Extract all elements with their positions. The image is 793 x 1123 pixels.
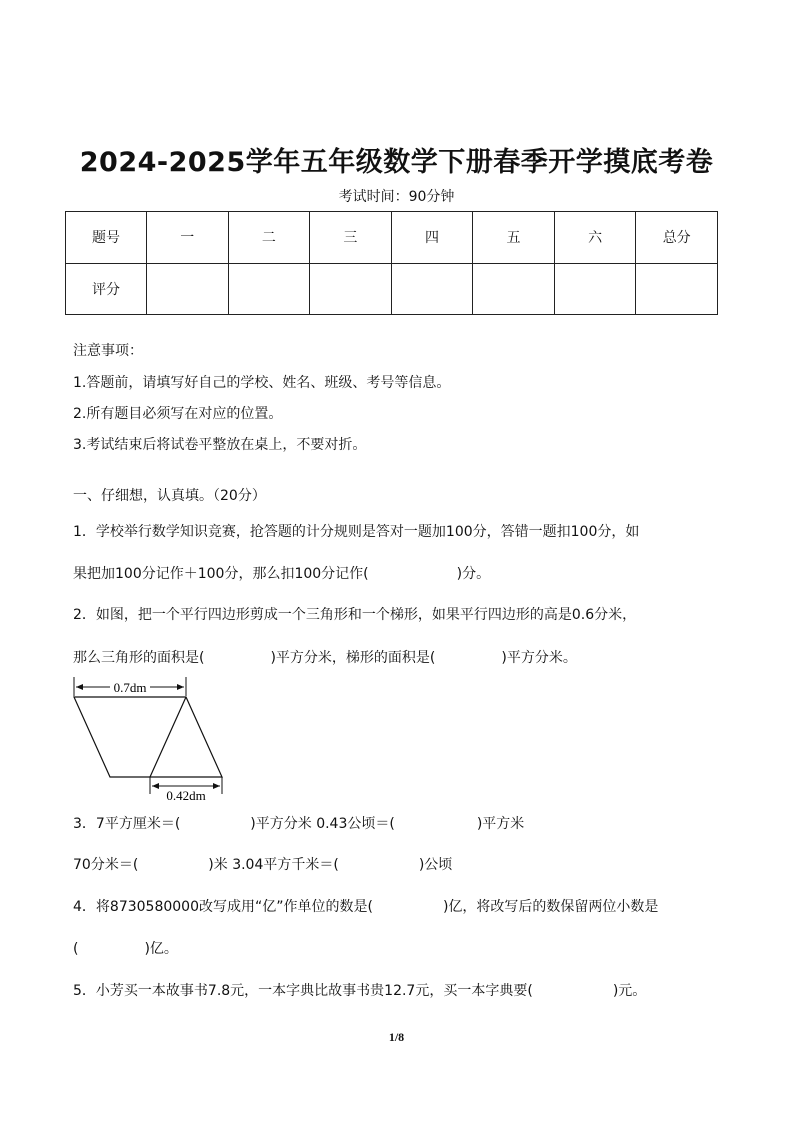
question-3-line-2 bbox=[73, 857, 452, 874]
question-4-line-1 bbox=[73, 899, 658, 916]
header-cell-label: 题号 bbox=[66, 212, 147, 264]
page-number: 1/8 bbox=[388, 1030, 405, 1044]
parallelogram-figure bbox=[70, 676, 230, 804]
question-2-text-b: )平方分米，梯形的面积是( bbox=[270, 650, 436, 666]
score-table-header-row bbox=[66, 212, 718, 264]
top-dimension-label: 0.7dm bbox=[113, 680, 147, 695]
score-table bbox=[65, 211, 718, 315]
question-4-text-b: )亿，将改写后的数保留两位小数是 bbox=[442, 899, 659, 915]
bottom-dimension-label: 0.42dm bbox=[166, 788, 206, 803]
header-cell-1: 一 bbox=[147, 212, 229, 264]
question-3-text-a: 3．7平方厘米＝( bbox=[73, 816, 181, 832]
question-4-text-d: )亿。 bbox=[144, 941, 178, 957]
score-cell-total[interactable] bbox=[636, 263, 718, 315]
exam-title: 2024-2025学年五年级数学下册春季开学摸底考卷 bbox=[79, 147, 714, 178]
score-cell-1[interactable] bbox=[147, 263, 229, 315]
header-cell-5: 五 bbox=[473, 212, 555, 264]
note-item-3: 3.考试结束后将试卷平整放在桌上，不要对折。 bbox=[73, 437, 367, 453]
header-cell-6: 六 bbox=[554, 212, 636, 264]
question-5-line-1 bbox=[73, 983, 646, 1000]
section-1-heading: 一、仔细想，认真填。（20分） bbox=[73, 488, 266, 504]
score-cell-5[interactable] bbox=[473, 263, 555, 315]
question-3-line-1 bbox=[73, 816, 524, 833]
question-4-line-2 bbox=[73, 941, 178, 958]
question-2-text-c: )平方分米。 bbox=[501, 650, 577, 666]
note-item-1: 1.答题前，请填写好自己的学校、姓名、班级、考号等信息。 bbox=[73, 375, 451, 391]
exam-time: 考试时间：90分钟 bbox=[338, 189, 455, 205]
question-2-line-2 bbox=[73, 650, 577, 667]
score-cell-6[interactable] bbox=[554, 263, 636, 315]
cut-line bbox=[150, 697, 186, 777]
header-cell-total: 总分 bbox=[636, 212, 718, 264]
question-3-text-d: 70分米＝( bbox=[73, 857, 139, 873]
question-3-text-e: )米 3.04平方千米＝( bbox=[208, 857, 339, 873]
question-5-text-a: 5．小芳买一本故事书7.8元，一本字典比故事书贵12.7元，买一本字典要( bbox=[73, 983, 533, 999]
question-1-line-2 bbox=[73, 566, 490, 583]
score-table-score-row bbox=[66, 263, 718, 315]
question-1-text-a: 果把加100分记作＋100分，那么扣100分记作( bbox=[73, 566, 369, 582]
question-3-text-f: )公顷 bbox=[418, 857, 453, 873]
header-cell-4: 四 bbox=[391, 212, 473, 264]
header-cell-2: 二 bbox=[228, 212, 310, 264]
score-cell-4[interactable] bbox=[391, 263, 473, 315]
question-1-line-1: 1．学校举行数学知识竞赛，抢答题的计分规则是答对一题加100分，答错一题扣100分，如 bbox=[73, 524, 640, 540]
notes-heading: 注意事项： bbox=[73, 343, 143, 359]
header-cell-3: 三 bbox=[310, 212, 392, 264]
question-1-text-b: )分。 bbox=[456, 566, 491, 582]
question-3-text-b: )平方分米 0.43公顷＝( bbox=[250, 816, 395, 832]
parallelogram-shape bbox=[74, 697, 222, 777]
note-item-2: 2.所有题目必须写在对应的位置。 bbox=[73, 406, 283, 422]
question-4-text-c: ( bbox=[73, 941, 79, 957]
score-cell-2[interactable] bbox=[228, 263, 310, 315]
question-3-text-c: )平方米 bbox=[476, 816, 525, 832]
score-cell-3[interactable] bbox=[310, 263, 392, 315]
question-4-text-a: 4．将8730580000改写成用“亿”作单位的数是( bbox=[73, 899, 373, 915]
score-row-label: 评分 bbox=[66, 263, 147, 315]
question-2-line-1: 2．如图，把一个平行四边形剪成一个三角形和一个梯形，如果平行四边形的高是0.6分米， bbox=[73, 607, 637, 623]
question-2-text-a: 那么三角形的面积是( bbox=[73, 650, 205, 666]
question-5-text-b: )元。 bbox=[612, 983, 647, 999]
